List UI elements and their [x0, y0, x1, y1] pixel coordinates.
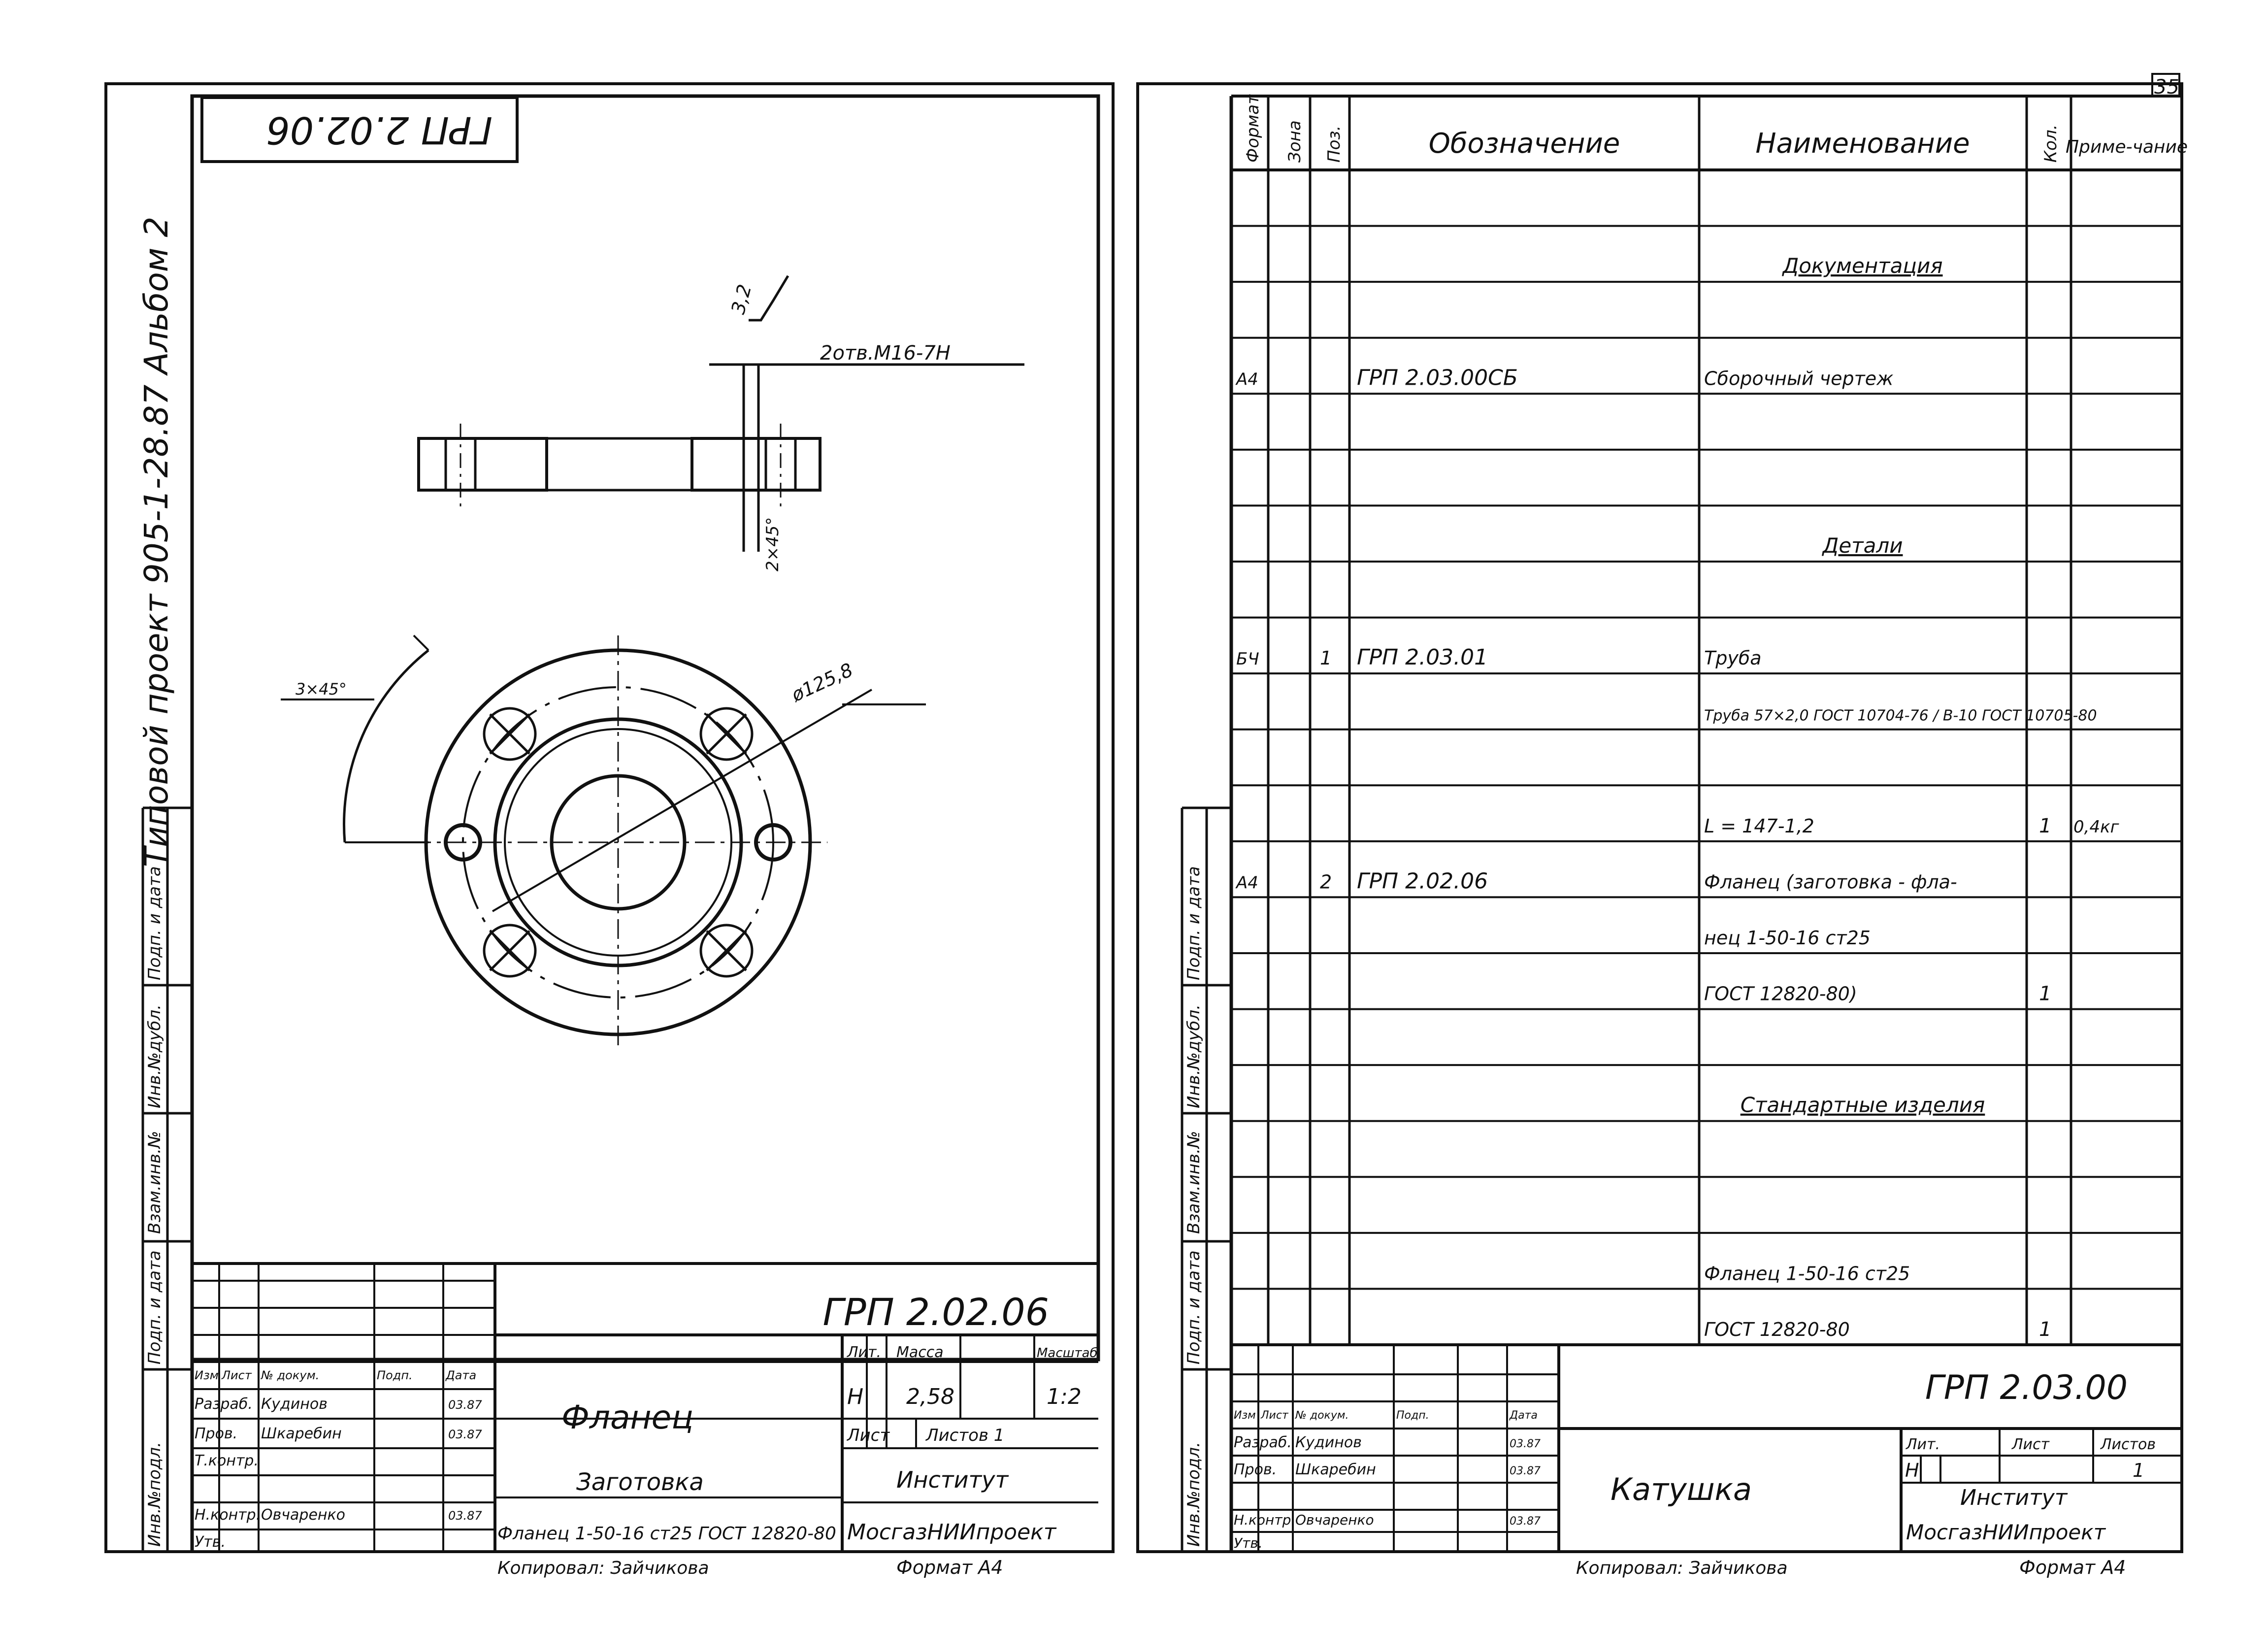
r-role-prov: Пров. — [1234, 1461, 1277, 1478]
flange-section-view — [419, 276, 1024, 571]
r-stamp-inv-dubl: Инв.№дубл. — [1184, 1004, 1204, 1108]
hdr-name: Наименование — [1755, 128, 1970, 160]
page-number: 35 — [2154, 76, 2179, 99]
spec-cell-pos: 1 — [1320, 647, 1332, 669]
spec-cell-format: А4 — [1236, 873, 1258, 893]
name-nkontr: Овчаренко — [261, 1506, 345, 1524]
r-org-line-1: Институт — [1960, 1485, 2068, 1510]
material-spec: Фланец 1-50-16 ст25 ГОСТ 12820-80 — [497, 1524, 836, 1544]
date-prov: 03.87 — [448, 1428, 482, 1441]
spec-cell-designation: ГРП 2.02.06 — [1357, 868, 1488, 894]
spec-row — [1704, 1318, 2051, 1341]
hdr-list: Лист — [222, 1368, 252, 1382]
r-role-nkontr: Н.контр. — [1234, 1512, 1296, 1528]
spec-row — [1704, 707, 2097, 725]
r-sheets-label: Листов — [2101, 1436, 2156, 1453]
spec-cell-qty: 1 — [2039, 982, 2052, 1005]
spec-cell-designation: ГРП 2.03.00СБ — [1357, 365, 1518, 391]
r-stamp-podp-data-1: Подп. и дата — [1184, 1250, 1204, 1364]
r-stamp-podp-data-2: Подп. и дата — [1184, 866, 1204, 980]
spec-cell-name: Сборочный чертеж — [1704, 367, 1894, 390]
spec-row — [1704, 815, 2120, 837]
angle-dimension: 3×45° — [296, 680, 347, 698]
spec-cell-name: Фланец (заготовка - фла- — [1704, 871, 1957, 893]
r-name-prov: Шкаребин — [1295, 1461, 1376, 1478]
r-hdr-podp: Подп. — [1396, 1409, 1429, 1422]
org-line-1: Институт — [896, 1466, 1009, 1493]
spec-cell-qty: 1 — [2039, 1318, 2052, 1341]
lit-value: Н — [847, 1384, 864, 1409]
r-date-nkontr: 03.87 — [1510, 1515, 1541, 1528]
name-razrab: Кудинов — [261, 1396, 328, 1413]
stamp-inv-podl: Инв.№подл. — [145, 1442, 164, 1547]
album-side-title: Типовой проект 905-1-28.87 Альбом 2 — [137, 216, 175, 867]
spec-cell-name: ГОСТ 12820-80) — [1704, 983, 1857, 1005]
diameter-dimension: ø125,8 — [788, 659, 856, 706]
sheets-label: Листов 1 — [926, 1426, 1005, 1445]
holes-dimension: 2отв.М16-7Н — [820, 342, 951, 365]
r-lit-label: Лит. — [1906, 1436, 1940, 1453]
spec-row — [1236, 645, 1762, 670]
hdr-podp: Подп. — [377, 1368, 413, 1382]
role-utv: Утв. — [195, 1533, 226, 1551]
r-stamp-inv-podl: Инв.№подл. — [1184, 1442, 1204, 1547]
right-doc-code: ГРП 2.03.00 — [1925, 1368, 2128, 1407]
r-hdr-date: Дата — [1510, 1409, 1538, 1422]
right-sheet — [1138, 84, 2188, 1578]
left-sheet — [106, 84, 1113, 1578]
spec-row — [1235, 365, 1893, 390]
rotated-drawing-code: ГРП 2.02.06 — [266, 108, 493, 152]
hdr-pos: Поз. — [1324, 125, 1344, 163]
left-title-block — [192, 1263, 1098, 1552]
name-prov: Шкаребин — [261, 1425, 342, 1442]
stamp-inv-dubl: Инв.№дубл. — [145, 1004, 164, 1108]
stamp-podp-data-1: Подп. и дата — [145, 1250, 164, 1364]
left-side-stamp — [143, 808, 192, 1552]
left-copied-by: Копировал: Зайчикова — [497, 1558, 709, 1578]
spec-cell-name: Детали — [1822, 533, 1903, 558]
right-part-name: Катушка — [1611, 1471, 1752, 1507]
r-org-line-2: МосгазНИИпроект — [1906, 1520, 2106, 1544]
spec-cell-name: Труба — [1704, 647, 1762, 669]
spec-cell-name: нец 1-50-16 ст25 — [1704, 927, 1871, 949]
spec-cell-format: БЧ — [1236, 649, 1259, 669]
roughness-mark: 3,2 — [727, 282, 756, 317]
role-razrab: Разраб. — [195, 1396, 253, 1413]
stamp-vzam-inv: Взам.инв.№ — [145, 1130, 164, 1234]
r-date-prov: 03.87 — [1510, 1465, 1541, 1477]
left-format: Формат А4 — [896, 1557, 1003, 1578]
left-part-name: Фланец — [561, 1398, 694, 1436]
lit-label: Лит. — [847, 1344, 882, 1361]
spec-row — [1741, 1093, 1985, 1117]
date-nkontr: 03.87 — [448, 1509, 482, 1523]
spec-row — [1235, 868, 1957, 894]
r-stamp-vzam-inv: Взам.инв.№ — [1184, 1130, 1204, 1234]
hdr-izm: Изм — [195, 1368, 219, 1382]
spec-row — [1704, 1263, 1910, 1284]
spec-row — [1781, 254, 1942, 278]
spec-cell-name: Труба 57×2,0 ГОСТ 10704-76 / В-10 ГОСТ 10705-80 — [1704, 707, 2097, 725]
hdr-qty: Кол. — [2041, 124, 2061, 163]
left-doc-code: ГРП 2.02.06 — [822, 1290, 1049, 1334]
hdr-designation: Обозначение — [1428, 128, 1620, 160]
hdr-zone: Зона — [1285, 120, 1305, 163]
spec-cell-note: 0,4кг — [2073, 817, 2119, 837]
spec-row — [1704, 927, 1871, 949]
spec-cell-format: А4 — [1236, 369, 1258, 390]
right-format: Формат А4 — [2019, 1557, 2126, 1578]
spec-cell-name: L = 147-1,2 — [1704, 815, 1814, 837]
hdr-doc: № докум. — [261, 1368, 320, 1382]
r-role-razrab: Разраб. — [1234, 1434, 1292, 1451]
spec-cell-name: Стандартные изделия — [1740, 1093, 1985, 1117]
spec-cell-pos: 2 — [1320, 871, 1332, 893]
spec-cell-designation: ГРП 2.03.01 — [1357, 645, 1488, 670]
scale-label: Масштаб — [1037, 1346, 1098, 1361]
spec-cell-name: Документация — [1782, 254, 1943, 278]
mass-value: 2,58 — [906, 1384, 954, 1409]
scale-value: 1:2 — [1047, 1384, 1082, 1409]
chamfer-dimension: 2×45° — [763, 517, 783, 571]
r-hdr-doc: № докум. — [1295, 1409, 1349, 1422]
r-name-nkontr: Овчаренко — [1295, 1512, 1374, 1528]
r-date-razrab: 03.87 — [1510, 1438, 1541, 1450]
hdr-date: Дата — [446, 1368, 477, 1382]
r-hdr-izm: Изм — [1234, 1409, 1256, 1422]
spec-cell-qty: 1 — [2039, 814, 2052, 837]
org-line-2: МосгазНИИпроект — [847, 1520, 1056, 1545]
mass-label: Масса — [896, 1344, 944, 1361]
date-razrab: 03.87 — [448, 1398, 482, 1412]
r-hdr-list: Лист — [1261, 1409, 1288, 1422]
spec-row — [1704, 983, 2051, 1005]
right-copied-by: Копировал: Зайчикова — [1576, 1558, 1788, 1578]
hdr-note: Приме-чание — [2065, 137, 2188, 157]
material-blank-label: Заготовка — [576, 1468, 704, 1496]
sheet-label: Лист — [847, 1426, 890, 1445]
right-title-block — [1231, 1345, 2182, 1552]
r-lit-value: Н — [1905, 1460, 1919, 1481]
r-name-razrab: Кудинов — [1295, 1434, 1362, 1451]
r-role-utv: Утв. — [1234, 1535, 1263, 1551]
spec-cell-name: Фланец 1-50-16 ст25 — [1704, 1263, 1910, 1285]
right-side-stamp — [1182, 808, 1231, 1552]
role-prov: Пров. — [195, 1425, 238, 1442]
r-sheet-label: Лист — [2012, 1436, 2050, 1453]
spec-row — [1822, 533, 1903, 558]
hdr-format: Формат — [1243, 95, 1263, 163]
spec-cell-name: ГОСТ 12820-80 — [1704, 1319, 1850, 1340]
flange-plan-view — [281, 635, 926, 1049]
left-inner-frame — [192, 96, 1098, 1360]
r-sheets-value: 1 — [2133, 1460, 2145, 1481]
role-tkontr: Т.контр. — [195, 1452, 259, 1469]
role-nkontr: Н.контр. — [195, 1506, 261, 1524]
right-outer-frame — [1138, 84, 2182, 1552]
stamp-podp-data-2: Подп. и дата — [145, 866, 164, 980]
